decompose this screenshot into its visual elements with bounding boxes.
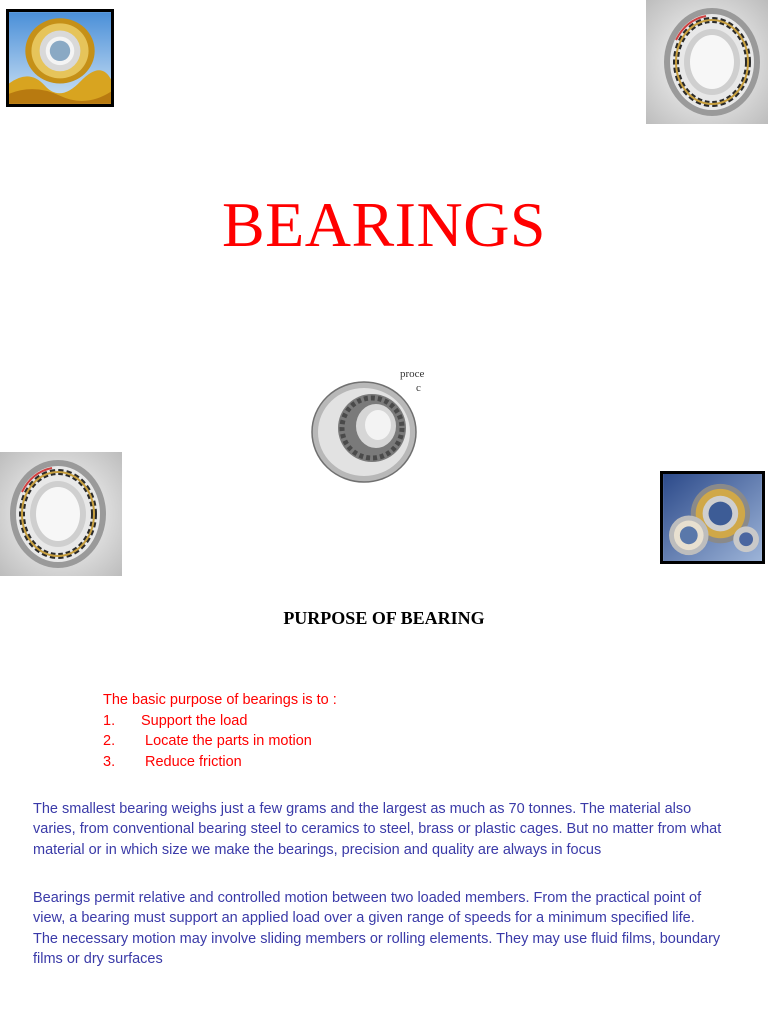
list-text: Support the load — [141, 712, 248, 729]
page-title: BEARINGS — [221, 189, 547, 260]
list-item — [103, 752, 337, 773]
bearing-photo-top-right — [646, 0, 768, 124]
tapered-bearing-image — [306, 368, 425, 488]
caption-fragment-1: proce — [400, 368, 425, 380]
roller-bearing-image — [9, 12, 111, 104]
bearing-photo-top-left — [6, 9, 114, 107]
bearing-photo-mid-right — [660, 471, 765, 564]
section-heading: PURPOSE OF BEARING — [283, 608, 485, 628]
paragraph-bearing-sizes: The smallest bearing weighs just a few grams and the largest as much as 70 tonnes. The material also varies, from conventional bearing steel to ceramics to steel, brass or plastic cages. But no matter from what material or in which size we make the bearings, precision and quality are always in focus — [33, 801, 722, 858]
ball-bearing-image — [0, 452, 122, 576]
list-number: 3. — [103, 753, 116, 770]
purpose-list — [103, 690, 337, 772]
bearing-photo-mid-left — [0, 452, 122, 576]
bearing-group-image — [663, 474, 762, 561]
purpose-intro: The basic purpose of bearings is to : — [103, 692, 337, 708]
caption-fragment-2: c — [416, 382, 421, 394]
paragraph-bearing-function: Bearings permit relative and controlled motion between two loaded members. From the practical point of view, a bearing must support an applied load over a given range of speeds for a minimum specified life. The necessary motion may involve sliding members or rolling elements. They may use fluid films, boundary films or dry surfaces — [33, 890, 721, 967]
list-number: 1. — [103, 712, 116, 729]
list-item — [103, 711, 337, 732]
list-number: 2. — [103, 733, 116, 749]
list-item — [103, 731, 337, 752]
list-text: Reduce friction — [145, 753, 242, 770]
bearing-photo-center — [306, 368, 425, 488]
ball-bearing-image — [646, 0, 768, 124]
list-text: Locate the parts in motion — [145, 733, 312, 749]
